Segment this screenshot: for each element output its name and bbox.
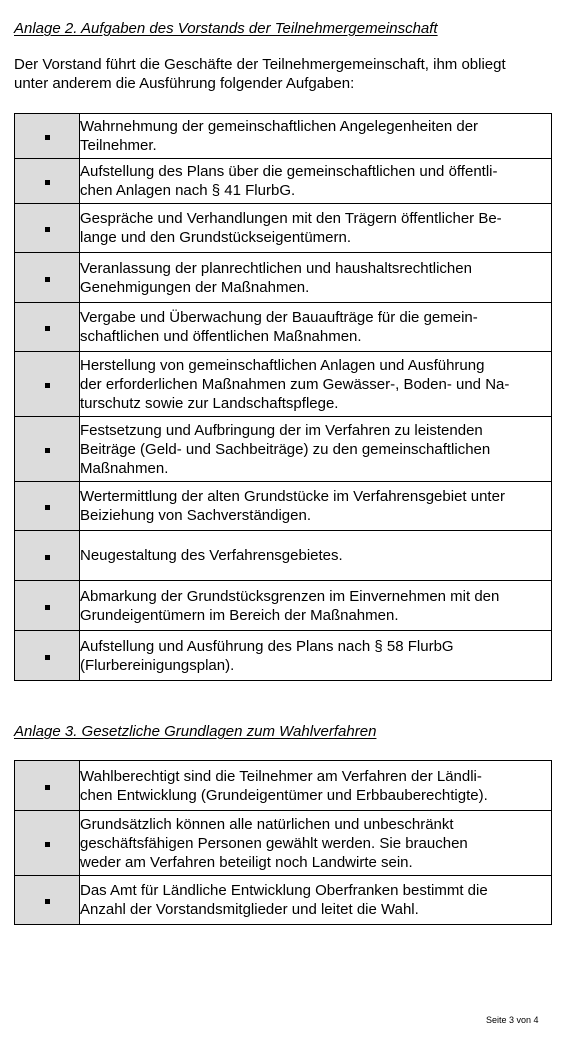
bullet-cell bbox=[15, 417, 80, 482]
square-bullet-icon bbox=[45, 505, 50, 510]
task-line: Gespräche und Verhandlungen mit den Trägern öffentlicher Be- bbox=[80, 210, 502, 227]
square-bullet-icon bbox=[45, 555, 50, 560]
task-line: schaftlichen und öffentlichen Maßnahmen. bbox=[80, 328, 362, 345]
square-bullet-icon bbox=[45, 605, 50, 610]
table-row bbox=[15, 581, 552, 631]
intro-line: unter anderem die Ausführung folgender Aufgaben: bbox=[14, 75, 355, 92]
table-row bbox=[15, 303, 552, 352]
task-line: Abmarkung der Grundstücksgrenzen im Einvernehmen mit den bbox=[80, 587, 500, 605]
table-row bbox=[15, 253, 552, 303]
rule-text bbox=[80, 761, 552, 811]
bullet-cell bbox=[15, 352, 80, 417]
bullet-cell bbox=[15, 876, 80, 925]
task-text bbox=[80, 631, 552, 681]
intro-line: Der Vorstand führt die Geschäfte der Teilnehmergemeinschaft, ihm obliegt bbox=[14, 56, 506, 73]
task-line: chen Anlagen nach § 41 FlurbG. bbox=[80, 182, 296, 199]
task-line: Neugestaltung des Verfahrensgebietes. bbox=[80, 547, 343, 564]
bullet-cell bbox=[15, 253, 80, 303]
section3-heading: Anlage 3. Gesetzliche Grundlagen zum Wahlverfahren bbox=[14, 723, 377, 740]
rule-line: Grundsätzlich können alle natürlichen und unbeschränkt bbox=[80, 815, 454, 833]
rule-line: Das Amt für Ländliche Entwicklung Oberfranken bestimmt die bbox=[80, 882, 488, 899]
square-bullet-icon bbox=[45, 655, 50, 660]
task-line: Herstellung von gemeinschaftlichen Anlagen und Ausführung bbox=[80, 356, 485, 374]
table-row bbox=[15, 114, 552, 159]
task-line: (Flurbereinigungsplan). bbox=[80, 656, 235, 674]
task-line: Beiziehung von Sachverständigen. bbox=[80, 507, 311, 524]
bullet-cell bbox=[15, 303, 80, 352]
rule-line: weder am Verfahren beteiligt noch Landwirte sein. bbox=[80, 853, 413, 871]
task-line: Genehmigungen der Maßnahmen. bbox=[80, 278, 310, 296]
bullet-cell bbox=[15, 761, 80, 811]
rule-line: Anzahl der Vorstandsmitglieder und leitet die Wahl. bbox=[80, 901, 419, 918]
table-row bbox=[15, 482, 552, 531]
table-row bbox=[15, 811, 552, 876]
rule-line: chen Entwicklung (Grundeigentümer und Erbbauberechtigte). bbox=[80, 786, 488, 804]
table-row bbox=[15, 531, 552, 581]
square-bullet-icon bbox=[45, 785, 50, 790]
task-line: Teilnehmer. bbox=[80, 137, 157, 154]
task-text bbox=[80, 352, 552, 417]
section2-heading: Anlage 2. Aufgaben des Vorstands der Teilnehmergemeinschaft bbox=[14, 20, 438, 37]
table-row bbox=[15, 761, 552, 811]
table-row bbox=[15, 876, 552, 925]
bullet-cell bbox=[15, 114, 80, 159]
page-number: Seite 3 von 4 bbox=[486, 1015, 539, 1025]
task-text bbox=[80, 303, 552, 352]
task-line: der erforderlichen Maßnahmen zum Gewässer-, Boden- und Na- bbox=[80, 375, 510, 393]
task-line: Grundeigentümern im Bereich der Maßnahmen. bbox=[80, 606, 399, 624]
section2-intro bbox=[14, 55, 564, 93]
task-line: Maßnahmen. bbox=[80, 459, 169, 477]
task-text bbox=[80, 581, 552, 631]
table-row bbox=[15, 417, 552, 482]
square-bullet-icon bbox=[45, 899, 50, 904]
square-bullet-icon bbox=[45, 448, 50, 453]
square-bullet-icon bbox=[45, 227, 50, 232]
square-bullet-icon bbox=[45, 180, 50, 185]
rule-line: Wahlberechtigt sind die Teilnehmer am Verfahren der Ländli- bbox=[80, 767, 482, 785]
task-text bbox=[80, 159, 552, 204]
task-text bbox=[80, 417, 552, 482]
task-line: Festsetzung und Aufbringung der im Verfahren zu leistenden bbox=[80, 421, 483, 439]
table-row bbox=[15, 631, 552, 681]
task-line: Vergabe und Überwachung der Bauaufträge für die gemein- bbox=[80, 309, 478, 326]
task-line: Aufstellung und Ausführung des Plans nach § 58 FlurbG bbox=[80, 637, 454, 655]
table-row bbox=[15, 352, 552, 417]
bullet-cell bbox=[15, 159, 80, 204]
task-line: Veranlassung der planrechtlichen und haushaltsrechtlichen bbox=[80, 259, 472, 277]
square-bullet-icon bbox=[45, 842, 50, 847]
task-text bbox=[80, 253, 552, 303]
task-line: Aufstellung des Plans über die gemeinschaftlichen und öffentli- bbox=[80, 163, 498, 180]
square-bullet-icon bbox=[45, 135, 50, 140]
table-row bbox=[15, 204, 552, 253]
bullet-cell bbox=[15, 631, 80, 681]
task-line: lange und den Grundstückseigentümern. bbox=[80, 229, 352, 246]
bullet-cell bbox=[15, 811, 80, 876]
task-line: Wertermittlung der alten Grundstücke im Verfahrensgebiet unter bbox=[80, 488, 505, 505]
task-text bbox=[80, 531, 552, 581]
task-line: Beiträge (Geld- und Sachbeiträge) zu den gemeinschaftlichen bbox=[80, 440, 491, 458]
rule-line: geschäftsfähigen Personen gewählt werden. Sie brauchen bbox=[80, 834, 468, 852]
bullet-cell bbox=[15, 581, 80, 631]
rule-text bbox=[80, 811, 552, 876]
square-bullet-icon bbox=[45, 277, 50, 282]
table-row bbox=[15, 159, 552, 204]
task-line: turschutz sowie zur Landschaftspflege. bbox=[80, 394, 339, 412]
section3-rules-table bbox=[14, 760, 552, 925]
square-bullet-icon bbox=[45, 326, 50, 331]
square-bullet-icon bbox=[45, 383, 50, 388]
task-text bbox=[80, 114, 552, 159]
bullet-cell bbox=[15, 204, 80, 253]
bullet-cell bbox=[15, 531, 80, 581]
section2-task-table bbox=[14, 113, 552, 681]
bullet-cell bbox=[15, 482, 80, 531]
task-line: Wahrnehmung der gemeinschaftlichen Angelegenheiten der bbox=[80, 118, 479, 135]
task-text bbox=[80, 204, 552, 253]
rule-text bbox=[80, 876, 552, 925]
task-text bbox=[80, 482, 552, 531]
